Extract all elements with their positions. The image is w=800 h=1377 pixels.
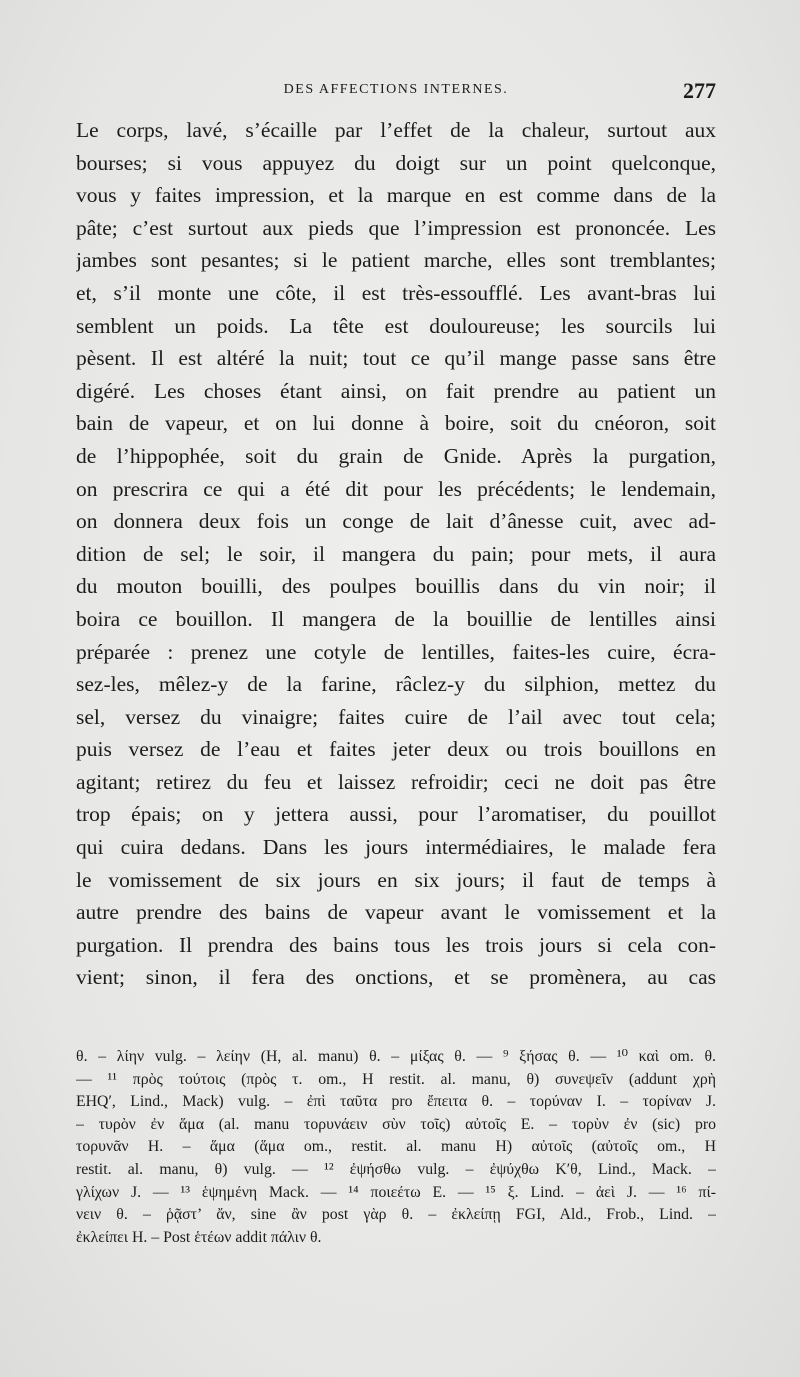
body-line: bourses; si vous appuyez du doigt sur un point quelconque,: [76, 150, 716, 175]
body-line: et, s’il monte une côte, il est très-essoufflé. Les avant-bras lui: [76, 280, 716, 305]
body-line: trop épais; on y jettera aussi, pour l’aromatiser, du pouillot: [76, 802, 716, 827]
body-line: boira ce bouillon. Il mangera de la bouillie de lentilles ainsi: [76, 606, 716, 631]
footnote-line: τορυνᾶν H. – ἅμα (ἅμα om., restit. al. manu H) αὐτοῖς (αὐτοῖς om., H: [76, 1138, 716, 1156]
body-line: du mouton bouilli, des poulpes bouillis dans du vin noir; il: [76, 574, 716, 599]
footnote-line: restit. al. manu, θ) vulg. — ¹² ἐψήσθω vulg. – ἐψύχθω K′θ, Lind., Mack. –: [76, 1160, 716, 1178]
body-line: on prescrira ce qui a été dit pour les précédents; le lendemain,: [76, 476, 716, 501]
body-line: semblent un poids. La tête est douloureuse; les sourcils lui: [76, 313, 716, 338]
body-line: Le corps, lavé, s’écaille par l’effet de la chaleur, surtout aux: [76, 118, 716, 142]
body-line: préparée : prenez une cotyle de lentilles, faites-les cuire, écra-: [76, 639, 716, 664]
body-line: bain de vapeur, et on lui donne à boire, soit du cnéoron, soit: [76, 411, 716, 436]
footnote-line: γλίχων J. — ¹³ ἑψημένη Mack. — ¹⁴ ποιεέτω E. — ¹⁵ ξ. Lind. – ἀεὶ J. — ¹⁶ πί-: [76, 1183, 716, 1201]
footnote-line: νειν θ. – ῥᾷστ’ ἄν, sine ἂν post γὰρ θ. – ἐκλείπῃ FGI, Ald., Frob., Lind. –: [76, 1206, 716, 1224]
body-line: sel, versez du vinaigre; faites cuire de l’ail avec tout cela;: [76, 704, 716, 729]
body-line: purgation. Il prendra des bains tous les trois jours si cela con-: [76, 932, 716, 957]
footnote-line: EHQ′, Lind., Mack) vulg. – ἐπὶ ταῦτα pro ἔπειτα θ. – τορύναν I. – τορίναν J.: [76, 1093, 716, 1111]
running-title: DES AFFECTIONS INTERNES.: [283, 82, 509, 97]
body-line: qui cuira dedans. Dans les jours intermédiaires, le malade fera: [76, 835, 716, 860]
body-text: [76, 114, 716, 994]
page-number: 277: [683, 78, 716, 103]
body-line: dition de sel; le soir, il mangera du pain; pour mets, il aura: [76, 541, 716, 566]
body-line: pâte; c’est surtout aux pieds que l’impression est prononcée. Les: [76, 215, 716, 240]
body-line: vient; sinon, il fera des onctions, et se promènera, au cas: [76, 965, 716, 990]
footnotes: [76, 1046, 716, 1249]
footnote-line: ἐκλείπει H. – Post ἑτέων addit πάλιν θ.: [76, 1228, 322, 1246]
body-line: le vomissement de six jours en six jours; il faut de temps à: [76, 867, 716, 892]
body-line: digéré. Les choses étant ainsi, on fait prendre au patient un: [76, 378, 716, 403]
body-line: de l’hippophée, soit du grain de Gnide. Après la purgation,: [76, 443, 716, 468]
body-line: jambes sont pesantes; si le patient marche, elles sont tremblantes;: [76, 248, 716, 273]
body-line: pèsent. Il est altéré la nuit; tout ce qu’il mange passe sans être: [76, 346, 716, 371]
body-line: sez-les, mêlez-y de la farine, râclez-y du silphion, mettez du: [76, 672, 716, 697]
body-line: puis versez de l’eau et faites jeter deux ou trois bouillons en: [76, 737, 716, 762]
footnote-line: — ¹¹ πρὸς τούτοις (πρὸς τ. om., H restit. al. manu, θ) συνεψεῖν (addunt χρὴ: [76, 1070, 716, 1088]
footnote-line: – τυρὸν ἐν ἅμα (al. manu τορυνάειν σὺν τοῖς) αὐτοῖς E. – τορὺν ἐν (sic) pro: [76, 1115, 716, 1133]
body-line: autre prendre des bains de vapeur avant le vomissement et la: [76, 900, 716, 925]
body-line: agitant; retirez du feu et laissez refroidir; ceci ne doit pas être: [76, 769, 716, 794]
body-line: vous y faites impression, et la marque en est comme dans de la: [76, 183, 716, 208]
footnote-line: θ. – λίην vulg. – λείην (H, al. manu) θ. – μίξας θ. — ⁹ ξήσας θ. — ¹⁰ καὶ om. θ.: [76, 1048, 716, 1065]
running-head: [76, 78, 716, 108]
body-line: on donnera deux fois un conge de lait d’ânesse cuit, avec ad-: [76, 509, 716, 534]
